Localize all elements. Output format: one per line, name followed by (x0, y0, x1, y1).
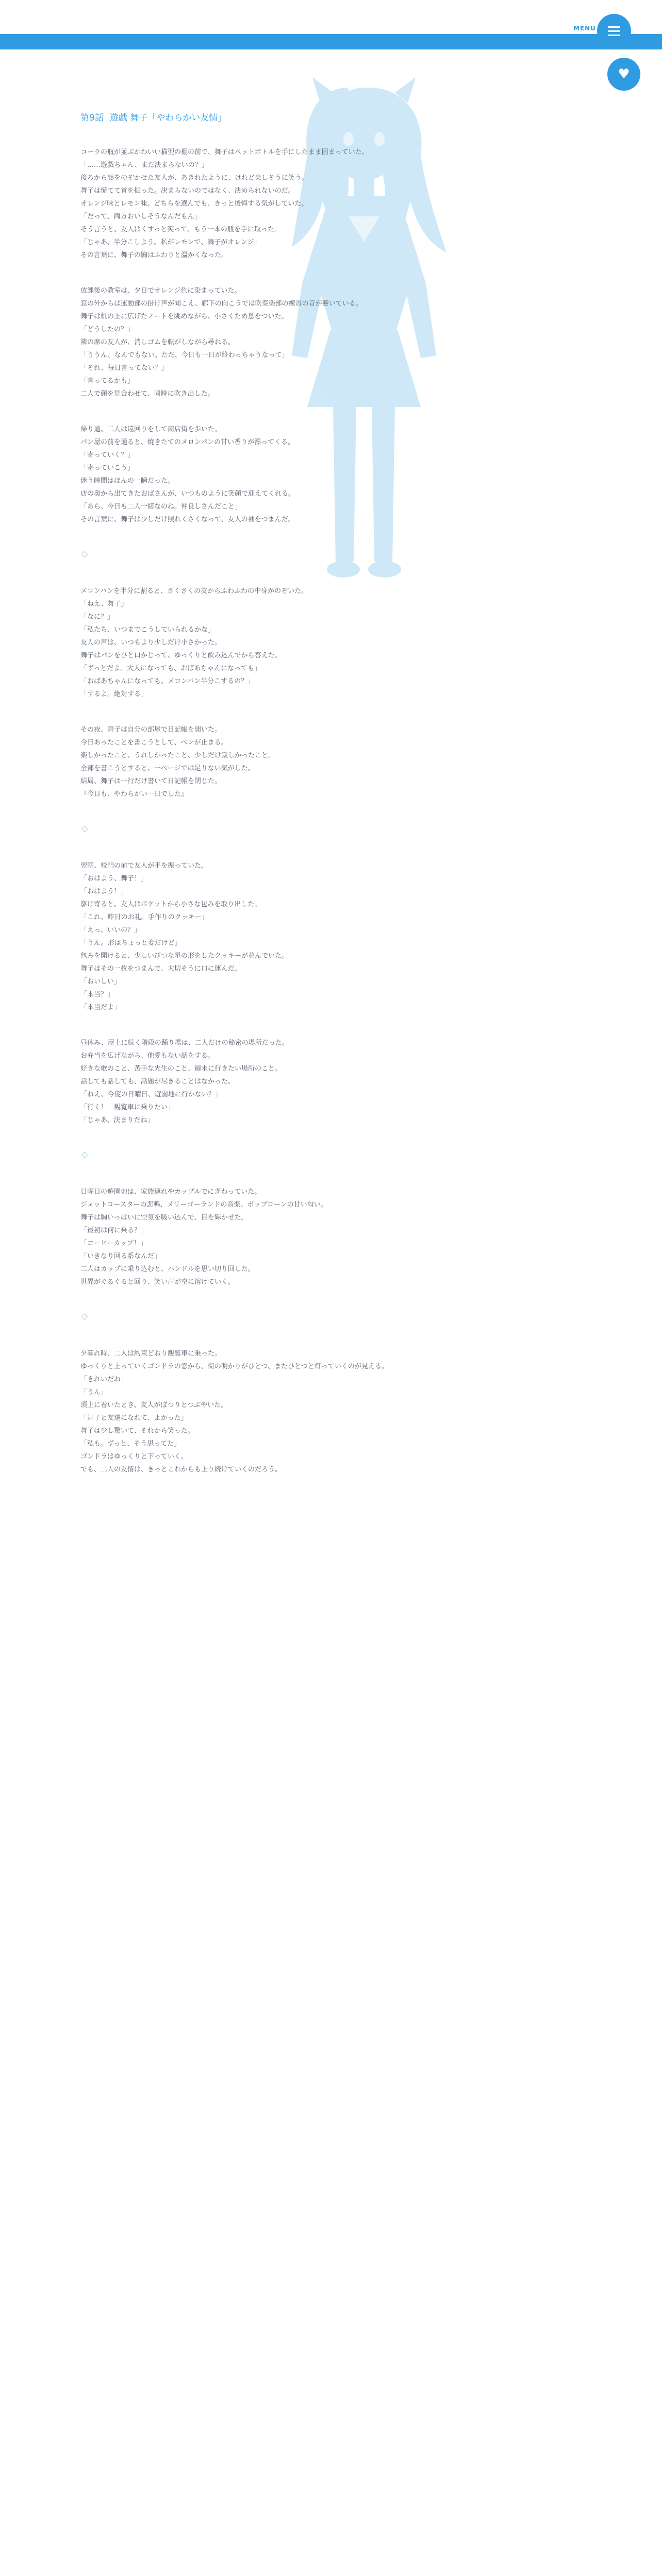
hamburger-icon-line (608, 30, 620, 32)
story-body (80, 110, 493, 1499)
site-header (0, 0, 662, 25)
story-paragraph: その夜、舞子は自分の部屋で日記帳を開いた。 今日あったことを書こうとして、ペンが止まる。 楽しかったこと、うれしかったこと、少しだけ寂しかったこと。 全部を書こうとすると、一ページでは足りない気がした。 結局、舞子は一行だけ書いて日記帳を閉じた。 『今日も、やわらかい一日でした』 (80, 726, 275, 798)
hamburger-icon-line (608, 35, 620, 36)
story-paragraph: 放課後の教室は、夕日でオレンジ色に染まっていた。 窓の外からは運動部の掛け声が聞こえ、廊下の向こうでは吹奏楽部の練習の音が響いている。 舞子は机の上に広げたノートを眺めながら、小さくため息をついた。 「どうしたの？」 隣の席の友人が、消しゴムを転がしながら尋ねる。 「ううん、なんでもない。ただ、今日も一日が終わっちゃうなって」 「それ、毎日言ってない？」 「言ってるかも」 二人で顔を見合わせて、同時に吹き出した。 (80, 287, 362, 398)
favorite-button[interactable] (607, 58, 640, 91)
hamburger-icon (608, 26, 620, 28)
menu-button[interactable] (597, 14, 631, 48)
section-separator-icon: ◇ (81, 1149, 88, 1159)
story-paragraph: コーラの瓶が並ぶかわいい猫型の棚の前で、舞子はペットボトルを手にしたまま固まっていた。 「……遊戯ちゃん、まだ決まらないの？」 後ろから顔をのぞかせた友人が、あきれたように、けれど楽しそうに笑う。 舞子は慌てて首を振った。決まらないのではなく、決められないのだ。 オレンジ味とレモン味。どちらを選んでも、きっと後悔する気がしていた。 「だって、両方おいしそうなんだもん」 そう言うと、友人はくすっと笑って、もう一本の瓶を手に取った。 「じゃあ、半分こしよう。私がレモンで、舞子がオレンジ」 その言葉に、舞子の胸はふわりと温かくなった。 (80, 148, 369, 259)
section-separator-icon: ◇ (81, 1311, 88, 1321)
chapter-heading (80, 110, 493, 123)
heart-icon: ♥ (618, 66, 630, 82)
chapter-number: 第9話 (80, 113, 104, 123)
chapter-subtitle: 遊戯 舞子「やわらかい友情」 (109, 113, 227, 123)
header-accent-bar (0, 34, 662, 49)
story-paragraph: 翌朝、校門の前で友人が手を振っていた。 「おはよう、舞子！」 「おはよう！」 駆け寄ると、友人はポケットから小さな包みを取り出した。 「これ、昨日のお礼。手作りのクッキー」 「えっ、いいの？」 「うん。形はちょっと変だけど」 包みを開けると、少しいびつな星の形をしたクッキーが並んでいた。 舞子はその一枚をつまんで、大切そうに口に運んだ。 「おいしい」 「本当？」 「本当だよ」 (80, 862, 289, 1011)
story-paragraph: メロンパンを半分に割ると、さくさくの皮からふわふわの中身がのぞいた。 「ねえ、舞子」 「なに？」 「私たち、いつまでこうしていられるかな」 友人の声は、いつもより少しだけ小さかった。 舞子はパンをひと口かじって、ゆっくりと飲み込んでから答えた。 「ずっとだよ。大人になっても、おばあちゃんになっても」 「おばあちゃんになっても、メロンパン半分こするの？」 「するよ。絶対する」 (80, 587, 308, 698)
story-paragraph: 夕暮れ時、二人は約束どおり観覧車に乗った。 ゆっくりと上っていくゴンドラの窓から、街の明かりがひとつ、またひとつと灯っていくのが見える。 「きれいだね」 「うん」 頂上に着いたとき、友人がぽつりとつぶやいた。 「舞子と友達になれて、よかった」 舞子は少し驚いて、それから笑った。 「私も。ずっと、そう思ってた」 ゴンドラはゆっくりと下っていく。 でも、二人の友情は、きっとこれからも上り続けていくのだろう。 (80, 1350, 388, 1473)
section-separator-icon: ◇ (81, 823, 88, 833)
menu-label[interactable]: MENU (573, 25, 596, 32)
story-paragraph: 日曜日の遊園地は、家族連れやカップルでにぎわっていた。 ジェットコースターの悲鳴、メリーゴーランドの音楽、ポップコーンの甘い匂い。 舞子は胸いっぱいに空気を吸い込んで、目を輝かせた。 「最初は何に乗る？」 「コーヒーカップ！」 「いきなり回る系なんだ」 二人はカップに乗り込むと、ハンドルを思い切り回した。 世界がぐるぐると回り、笑い声が空に溶けていく。 (80, 1188, 327, 1286)
section-separator-icon: ◇ (81, 549, 88, 558)
story-paragraph: 昼休み、屋上に続く階段の踊り場は、二人だけの秘密の場所だった。 お弁当を広げながら、他愛もない話をする。 好きな歌のこと、苦手な先生のこと、週末に行きたい場所のこと。 話しても話しても、話題が尽きることはなかった。 「ねえ、今度の日曜日、遊園地に行かない？」 「行く！ 観覧車に乗りたい」 「じゃあ、決まりだね」 (80, 1039, 289, 1124)
story-paragraph: 帰り道、二人は遠回りをして商店街を歩いた。 パン屋の前を通ると、焼きたてのメロンパンの甘い香りが漂ってくる。 「寄っていく？」 「寄っていこう」 迷う時間はほんの一瞬だった。 店の奥から出てきたおばさんが、いつものように笑顔で迎えてくれる。 「あら、今日も二人一緒なのね。仲良しさんだこと」 その言葉に、舞子は少しだけ照れくさくなって、友人の袖をつまんだ。 (80, 426, 295, 523)
